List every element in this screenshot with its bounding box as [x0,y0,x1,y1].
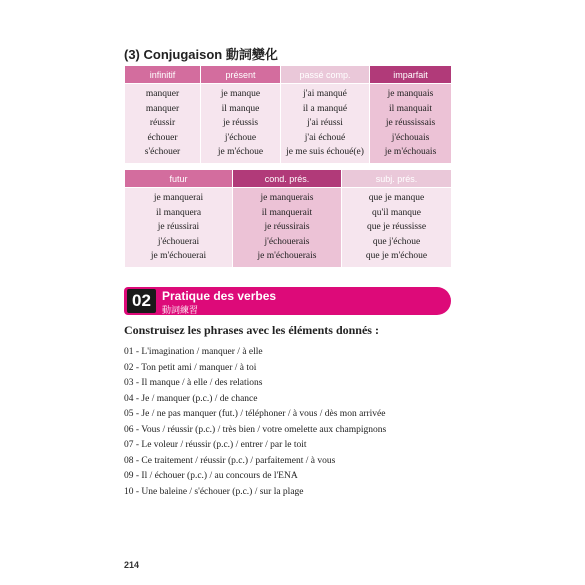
table-cell: il a manqué [281,102,370,117]
table-cell: j'échoue [201,131,281,146]
table-cell: je réussirai [125,220,233,235]
conjugation-table-2 [124,169,452,267]
table-cell: il manquait [370,102,452,117]
table-cell: j'ai réussi [281,116,370,131]
list-item: 10 - Une baleine / s'échouer (p.c.) / sur la plage [124,486,304,497]
table-cell: réussir [125,116,201,131]
list-item: 04 - Je / manquer (p.c.) / de chance [124,393,258,404]
header-passe-compose: passé comp. [281,66,370,84]
table-cell: que je manque [342,188,452,206]
table-cell: j'ai manqué [281,84,370,102]
header-imparfait: imparfait [370,66,452,84]
table-cell: je manquerais [233,188,342,206]
table-cell: je m'échouais [370,145,452,163]
list-item: 08 - Ce traitement / réussir (p.c.) / parfaitement / à vous [124,455,336,466]
exercise-list [124,345,386,500]
table-row [125,249,452,267]
section-title: (3) Conjugaison 動詞變化 [124,47,278,62]
table-cell: je m'échouerai [125,249,233,267]
page-number: 214 [124,560,140,570]
table-cell: je réussissais [370,116,452,131]
table-cell: il manquera [125,206,233,221]
table-cell: je manquais [370,84,452,102]
table-cell: manquer [125,84,201,102]
table-cell: j'ai échoué [281,131,370,146]
table-header-row [125,66,452,84]
table-cell: j'échouais [370,131,452,146]
table-cell: je me suis échoué(e) [281,145,370,163]
list-item: 02 - Ton petit ami / manquer / à toi [124,362,257,373]
table-cell: je manquerai [125,188,233,206]
table-row [125,206,452,221]
conjugation-table-1 [124,65,452,163]
list-item: 03 - Il manque / à elle / des relations [124,378,263,388]
list-item: 06 - Vous / réussir (p.c.) / très bien / votre omelette aux champignons [124,424,387,435]
section-banner [124,287,451,315]
header-subj-pres: subj. prés. [342,170,452,188]
list-item: 05 - Je / ne pas manquer (fut.) / téléphoner / à vous / dès mon arrivée [124,409,386,419]
table-cell: il manque [201,102,281,117]
table-row [125,131,452,146]
table-cell: que je réussisse [342,220,452,235]
banner-subtitle: 動詞練習 [162,305,199,315]
table-cell: je réussis [201,116,281,131]
table-cell: j'échouerai [125,235,233,250]
table-row [125,145,452,163]
table-row [125,188,452,206]
table-cell: il manquerait [233,206,342,221]
header-infinitif: infinitif [125,66,201,84]
table-cell: manquer [125,102,201,117]
list-item: 09 - Il / échouer (p.c.) / au concours de l'ENA [124,471,298,481]
exercise-instruction: Construisez les phrases avec les éléments donnés : [124,323,379,337]
table-row [125,102,452,117]
table-cell: je m'échouerais [233,249,342,267]
table-cell: qu'il manque [342,206,452,221]
list-item: 07 - Le voleur / réussir (p.c.) / entrer / par le toit [124,440,307,450]
table-cell: je m'échoue [201,145,281,163]
table-cell: échouer [125,131,201,146]
table-cell: s'échouer [125,145,201,163]
table-cell: je réussirais [233,220,342,235]
table-row [125,84,452,102]
list-item: 01 - L'imagination / manquer / à elle [124,347,263,357]
table-cell: que j'échoue [342,235,452,250]
table-header-row [125,170,452,188]
table-row [125,220,452,235]
table-row [125,235,452,250]
header-present: présent [201,66,281,84]
table-cell: que je m'échoue [342,249,452,267]
table-cell: je manque [201,84,281,102]
section-number-badge: 02 [127,289,156,313]
header-cond-pres: cond. prés. [233,170,342,188]
table-cell: j'échouerais [233,235,342,250]
banner-title: Pratique des verbes [162,289,277,303]
table-row [125,116,452,131]
header-futur: futur [125,170,233,188]
